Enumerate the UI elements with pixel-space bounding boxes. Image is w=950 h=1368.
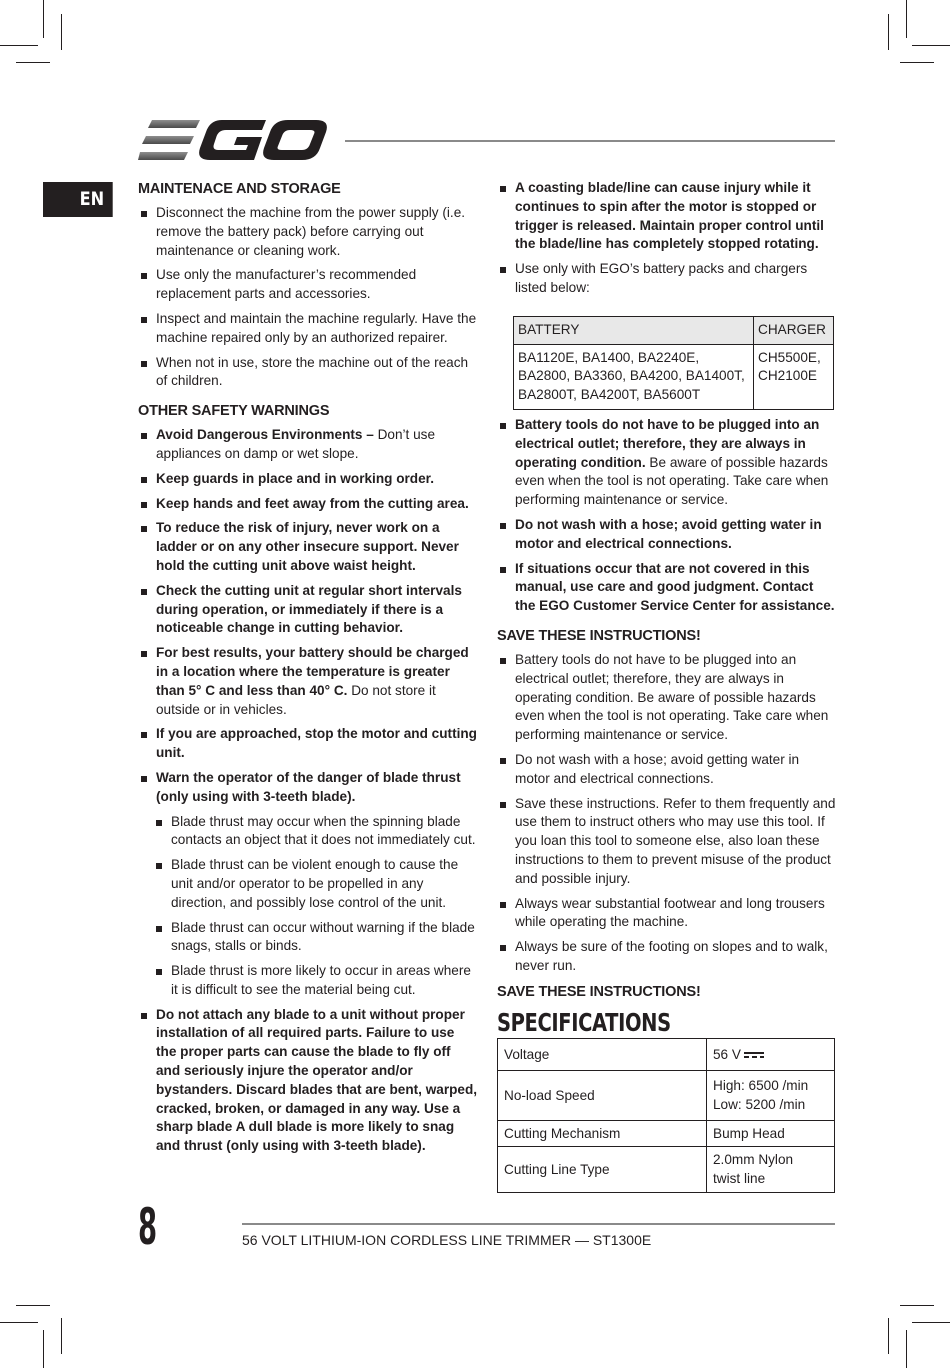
table-row xyxy=(514,344,834,409)
speed-high: High: 6500 /min xyxy=(713,1078,809,1094)
bold-text: Do not wash with a hose; avoid getting water in motor and electrical connections. xyxy=(515,516,822,551)
charger-header: CHARGER xyxy=(754,316,834,344)
body-text: Do not store it outside or in vehicles. xyxy=(156,682,436,717)
bold-text: Keep guards in place and in working order. xyxy=(156,470,434,486)
crop-mark xyxy=(61,14,62,50)
crop-mark xyxy=(43,1330,44,1368)
spec-label: Cutting Mechanism xyxy=(498,1121,707,1147)
table-row xyxy=(498,1039,835,1071)
sub-list-item: Blade thrust can occur without warning if the blade snags, stalls or binds. xyxy=(153,919,478,957)
list-item xyxy=(138,426,478,464)
list-item: Do not wash with a hose; avoid getting water in motor and electrical connections. xyxy=(497,751,837,789)
line-type-1: 2.0mm Nylon xyxy=(713,1152,794,1168)
list-item xyxy=(138,495,478,514)
list-item xyxy=(138,725,478,763)
right-column xyxy=(497,179,837,1193)
crop-mark xyxy=(43,0,44,38)
bold-text: Battery tools do not have to be plugged into an electrical outlet; therefore, they are always in operating condition. xyxy=(515,416,820,470)
other-warnings-heading: OTHER SAFETY WARNINGS xyxy=(138,403,330,420)
list-item: Save these instructions. Refer to them frequently and use them to instruct others who may use this tool. If you loan this tool to someone else, also loan these instructions to them to prevent misuse of the product and possible injury. xyxy=(497,795,837,889)
crop-mark xyxy=(912,1322,950,1323)
list-item: Inspect and maintain the machine regularly. Have the machine repaired only by an authorized repairer. xyxy=(138,310,478,348)
specifications-table xyxy=(497,1038,835,1193)
spec-value xyxy=(707,1147,835,1193)
crop-mark xyxy=(900,62,934,63)
list-item xyxy=(138,1006,478,1156)
crop-mark xyxy=(888,14,889,50)
spec-label: Voltage xyxy=(498,1039,707,1071)
crop-mark xyxy=(888,1318,889,1354)
right-warnings-list xyxy=(497,179,837,298)
list-item: Always wear substantial footwear and long trousers while operating the machine. xyxy=(497,895,837,933)
body-text: Be aware of possible hazards even when the tool is not operating. Take care when performing maintenance or service. xyxy=(515,454,829,508)
voltage-value: 56 V xyxy=(713,1046,741,1062)
crop-mark xyxy=(16,1305,50,1306)
maintenance-heading: MAINTENACE AND STORAGE xyxy=(138,181,341,197)
battery-models: BA1120E, BA1400, BA2240E, BA2800, BA3360, BA4200, BA1400T, BA2800T, BA4200T, BA5600T xyxy=(514,344,754,409)
save-instructions-heading: SAVE THESE INSTRUCTIONS! xyxy=(497,627,701,644)
bold-text: Warn the operator of the danger of blade thrust (only using with 3-teeth blade). xyxy=(156,769,461,804)
specifications-title: SPECIFICATIONS xyxy=(497,1007,671,1037)
table-header-row xyxy=(514,316,834,344)
list-item xyxy=(138,519,478,575)
table-row xyxy=(498,1121,835,1147)
save-instructions-list xyxy=(497,651,837,976)
bold-text: Check the cutting unit at regular short intervals during operation, or immediately if there is a noticeable change in cutting behavior. xyxy=(156,582,462,636)
crop-mark xyxy=(0,45,38,46)
bold-text: Avoid Dangerous Environments – xyxy=(156,427,374,443)
line-type-2: twist line xyxy=(713,1170,766,1186)
sub-list-item: Blade thrust may occur when the spinning blade contacts an object that it does not immediately cut. xyxy=(153,813,478,851)
spec-value xyxy=(707,1071,835,1121)
list-item: Use only with EGO’s battery packs and chargers listed below: xyxy=(497,260,837,298)
list-item xyxy=(138,470,478,489)
language-tab: EN xyxy=(43,182,113,217)
list-item xyxy=(497,560,837,616)
charger-models: CH5500E, CH2100E xyxy=(754,344,834,409)
left-column xyxy=(138,179,478,1162)
spec-label: Cutting Line Type xyxy=(498,1147,707,1193)
list-item xyxy=(138,644,478,719)
crop-mark xyxy=(906,0,907,38)
ego-logo xyxy=(138,120,328,160)
crop-mark xyxy=(906,1330,907,1368)
list-item: Use only the manufacturer’s recommended replacement parts and accessories. xyxy=(138,266,478,304)
header-rule xyxy=(345,140,835,142)
spec-label: No-load Speed xyxy=(498,1071,707,1121)
bold-text: If you are approached, stop the motor and cutting unit. xyxy=(156,726,477,761)
battery-header: BATTERY xyxy=(514,316,754,344)
bold-text: To reduce the risk of injury, never work on a ladder or on any other insecure support. Never hold the cutting unit above waist height. xyxy=(156,520,459,573)
list-item xyxy=(138,582,478,638)
save-instructions-heading: SAVE THESE INSTRUCTIONS! xyxy=(497,983,701,1000)
crop-mark xyxy=(912,45,950,46)
footer-product-title: 56 VOLT LITHIUM-ION CORDLESS LINE TRIMMER — ST1300E xyxy=(242,1232,652,1248)
footer-rule xyxy=(242,1223,835,1225)
right-warnings-list-2 xyxy=(497,416,837,616)
crop-mark xyxy=(61,1318,62,1354)
list-item: Disconnect the machine from the power supply (i.e. remove the battery pack) before carrying out maintenance or cleaning work. xyxy=(138,204,478,260)
list-item xyxy=(497,416,837,510)
maintenance-list xyxy=(138,204,478,391)
other-warnings-list xyxy=(138,426,478,1156)
list-item: Always be sure of the footing on slopes and to walk, never run. xyxy=(497,938,837,976)
bold-text: Keep hands and feet away from the cutting area. xyxy=(156,495,469,511)
bold-text: Do not attach any blade to a unit without proper installation of all required parts. Failure to use the proper parts can cause the blade to fly off and seriously injure the operator and/or bystanders. Discard blades that are bent, warped, cracked, broken, or damaged in any way. Use a sharp blade A dull blade is more likely to snag and thrust (only using with 3-teeth blade). xyxy=(156,1006,478,1154)
spec-value xyxy=(707,1039,835,1071)
table-row xyxy=(498,1147,835,1193)
speed-low: Low: 5200 /min xyxy=(713,1096,806,1112)
crop-mark xyxy=(16,62,50,63)
crop-mark xyxy=(0,1322,38,1323)
list-item xyxy=(497,179,837,254)
crop-mark xyxy=(900,1305,934,1306)
body-text: Don’t use appliances on damp or wet slope. xyxy=(156,427,436,461)
list-item: Battery tools do not have to be plugged into an electrical outlet; therefore, they are always in operating condition. Be aware of possible hazards even when the tool is not operating. Take care when performing maintenance or service. xyxy=(497,651,837,745)
table-row xyxy=(498,1071,835,1121)
bold-text: A coasting blade/line can cause injury while it continues to spin after the motor is stopped or trigger is released. Maintain proper control until the blade/line has completely stopped rotating. xyxy=(515,180,824,252)
battery-charger-table xyxy=(513,316,834,410)
bold-text: If situations occur that are not covered in this manual, use care and good judgment. Contact the EGO Customer Service Center for assistance. xyxy=(515,560,835,614)
sub-list-item: Blade thrust is more likely to occur in areas where it is difficult to see the material being cut. xyxy=(153,962,478,1000)
bold-text: For best results, your battery should be charged in a location where the temperature is greater than 5° C and less than 40° C. xyxy=(156,645,469,698)
sub-list-item: Blade thrust can be violent enough to cause the unit and/or operator to be propelled in any direction, and possibly lose control of the unit. xyxy=(153,856,478,912)
spec-value: Bump Head xyxy=(707,1121,835,1147)
list-item xyxy=(138,769,478,807)
list-item: When not in use, store the machine out of the reach of children. xyxy=(138,354,478,392)
page-number: 8 xyxy=(138,1198,158,1256)
dc-current-icon xyxy=(744,1050,764,1060)
list-item xyxy=(497,516,837,554)
